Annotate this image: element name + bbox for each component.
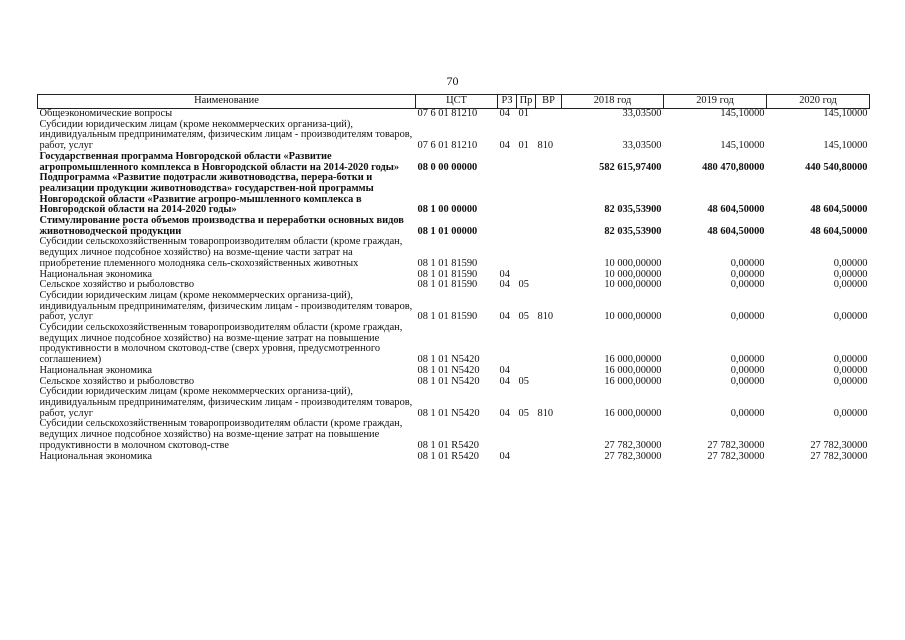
row-pr: 05 <box>518 279 529 291</box>
row-2020: 0,00000 <box>833 257 868 269</box>
row-cst: 08 1 01 R5420 <box>417 450 479 462</box>
table-row <box>38 452 870 463</box>
row-name: Субсидии сельскохозяйственным товаропроизводителям области (кроме граждан, ведущих личное подсобное хозяйство) на возме-щение затрат на повышение продуктивности в молочном скотовод-стве (сверх уровня, предусмотренного соглашением) <box>39 322 403 366</box>
table-header-row <box>38 95 870 109</box>
row-vr <box>536 152 562 173</box>
row-cst: 08 1 01 R5420 <box>417 439 479 451</box>
budget-table <box>37 94 870 462</box>
row-2019: 145,10000 <box>720 108 765 119</box>
header-cst: ЦСТ <box>416 95 498 109</box>
row-rz <box>498 152 517 173</box>
row-cst: 08 1 01 81590 <box>417 268 478 280</box>
row-cst: 08 1 01 81590 <box>417 279 478 291</box>
row-cst: 08 1 01 00000 <box>417 225 478 237</box>
row-vr: 810 <box>537 140 554 152</box>
row-pr <box>517 152 536 173</box>
table-row <box>38 152 870 173</box>
row-2019: 48 604,50000 <box>707 204 765 216</box>
row-2018: 33,03500 <box>622 108 662 119</box>
row-2019: 0,00000 <box>730 268 765 280</box>
row-pr: 05 <box>518 407 529 419</box>
row-2019: 27 782,30000 <box>707 450 765 462</box>
row-2020: 0,00000 <box>833 354 868 366</box>
header-2020: 2020 год <box>767 95 870 109</box>
row-pr <box>517 323 536 366</box>
row-2018: 16 000,00000 <box>604 354 662 366</box>
row-rz: 04 <box>499 375 510 387</box>
row-2019: 0,00000 <box>730 364 765 376</box>
row-name: Субсидии юридическим лицам (кроме некоммерческих организа-ций), индивидуальным предпринимателям, физическим лицам - производителям товаров, работ, услуг <box>39 386 413 419</box>
row-name: Национальная экономика <box>39 364 153 376</box>
row-rz: 04 <box>499 268 510 280</box>
row-2020: 145,10000 <box>823 108 868 119</box>
row-name: Национальная экономика <box>39 268 153 280</box>
row-name: Национальная экономика <box>39 450 153 462</box>
header-vr: ВР <box>536 95 562 109</box>
row-cst: 08 1 01 81590 <box>417 257 478 269</box>
row-2018: 10 000,00000 <box>604 268 662 280</box>
row-2018: 27 782,30000 <box>604 450 662 462</box>
row-2018: 16 000,00000 <box>604 407 662 419</box>
row-2020: 145,10000 <box>823 140 868 152</box>
row-2018: 33,03500 <box>622 140 662 152</box>
row-2018: 16 000,00000 <box>604 375 662 387</box>
row-pr: 01 <box>518 140 529 152</box>
row-rz <box>498 237 517 269</box>
row-2018: 82 035,53900 <box>604 204 662 216</box>
row-name: Субсидии сельскохозяйственным товаропроизводителям области (кроме граждан, ведущих личное подсобное хозяйство) на возме-щение затрат на повышение продуктивности в молочном скотовод-стве <box>39 418 403 451</box>
table-row <box>38 173 870 216</box>
row-vr <box>536 280 562 291</box>
row-2019: 0,00000 <box>730 311 765 323</box>
row-pr <box>517 452 536 463</box>
row-cst: 07 6 01 81210 <box>417 140 478 152</box>
row-2019: 0,00000 <box>730 257 765 269</box>
header-rz: РЗ <box>498 95 517 109</box>
row-pr <box>517 173 536 216</box>
row-name: Сельское хозяйство и рыболовство <box>39 375 195 387</box>
row-cst: 08 1 00 00000 <box>417 204 478 216</box>
row-rz <box>498 216 517 237</box>
row-pr: 01 <box>518 108 529 119</box>
row-name: Государственная программа Новгородской области «Развитие агропромышленного комплекса в Новгородской области на 2014-2020 годы» <box>39 150 400 173</box>
row-2020: 0,00000 <box>833 407 868 419</box>
row-2019: 145,10000 <box>720 140 765 152</box>
row-2018: 10 000,00000 <box>604 257 662 269</box>
table-row <box>38 366 870 377</box>
row-cst: 08 1 01 N5420 <box>417 375 480 387</box>
row-vr <box>536 173 562 216</box>
row-cst: 07 6 01 81210 <box>417 108 478 119</box>
row-rz: 04 <box>499 311 510 323</box>
table-row <box>38 419 870 451</box>
header-2019: 2019 год <box>664 95 767 109</box>
row-vr <box>536 270 562 281</box>
row-2020: 0,00000 <box>833 364 868 376</box>
row-2019: 0,00000 <box>730 375 765 387</box>
row-cst: 08 1 01 N5420 <box>417 354 480 366</box>
header-name: Наименование <box>38 95 416 109</box>
row-cst: 08 1 01 N5420 <box>417 407 480 419</box>
row-2018: 582 615,97400 <box>599 161 662 173</box>
header-pr: Пр <box>517 95 536 109</box>
row-2018: 10 000,00000 <box>604 311 662 323</box>
row-rz: 04 <box>499 279 510 291</box>
row-name: Субсидии юридическим лицам (кроме некоммерческих организа-ций), индивидуальным предпринимателям, физическим лицам - производителям товаров, работ, услуг <box>39 289 413 323</box>
row-2020: 440 540,80000 <box>805 161 868 173</box>
row-rz <box>498 323 517 366</box>
row-2020: 27 782,30000 <box>810 439 868 451</box>
row-2018: 82 035,53900 <box>604 225 662 237</box>
row-pr: 05 <box>518 375 529 387</box>
row-name: Общеэкономические вопросы <box>39 108 173 119</box>
row-2020: 0,00000 <box>833 279 868 291</box>
row-vr <box>536 366 562 377</box>
row-vr <box>536 216 562 237</box>
table-row <box>38 216 870 237</box>
row-cst: 08 0 00 00000 <box>417 161 478 173</box>
row-vr <box>536 237 562 269</box>
row-rz: 04 <box>499 108 510 119</box>
row-rz: 04 <box>499 140 510 152</box>
table-row <box>38 237 870 269</box>
row-2020: 0,00000 <box>833 311 868 323</box>
row-vr <box>536 109 562 120</box>
row-2020: 0,00000 <box>833 375 868 387</box>
row-vr <box>536 323 562 366</box>
table-row <box>38 291 870 323</box>
row-pr <box>517 216 536 237</box>
row-vr <box>536 452 562 463</box>
row-2019: 0,00000 <box>730 407 765 419</box>
row-2020: 0,00000 <box>833 268 868 280</box>
row-name: Сельское хозяйство и рыболовство <box>39 279 195 291</box>
row-cst: 08 1 01 N5420 <box>417 364 480 376</box>
row-2018: 27 782,30000 <box>604 439 662 451</box>
row-vr <box>536 377 562 388</box>
table-row <box>38 387 870 419</box>
row-2019: 480 470,80000 <box>702 161 765 173</box>
row-rz: 04 <box>499 450 510 462</box>
table-row <box>38 120 870 152</box>
row-2019: 48 604,50000 <box>707 225 765 237</box>
page-number: 70 <box>446 74 459 88</box>
row-2019: 27 782,30000 <box>707 439 765 451</box>
row-rz <box>498 419 517 451</box>
row-pr: 05 <box>518 311 529 323</box>
row-name: Подпрограмма «Развитие подотрасли животноводства, перера-ботки и реализации продукции животноводства» государствен-ной программы Новгородской области «Развитие агропро-мышленного комплекса в Новгородской области на 2014-2020 годы» <box>39 172 374 216</box>
table-row <box>38 323 870 366</box>
row-vr <box>536 419 562 451</box>
row-2019: 0,00000 <box>730 354 765 366</box>
row-rz: 04 <box>499 364 510 376</box>
row-vr: 810 <box>537 311 554 323</box>
row-cst: 08 1 01 81590 <box>417 311 478 323</box>
row-2018: 10 000,00000 <box>604 279 662 291</box>
row-2018: 16 000,00000 <box>604 364 662 376</box>
row-name: Субсидии сельскохозяйственным товаропроизводителям области (кроме граждан, ведущих личное подсобное хозяйство) на возме-щение части затрат на приобретение племенного молодняка сель-скохозяйственных животных <box>39 236 403 269</box>
header-2018: 2018 год <box>562 95 664 109</box>
row-2020: 48 604,50000 <box>810 225 868 237</box>
row-name: Субсидии юридическим лицам (кроме некоммерческих организа-ций), индивидуальным предпринимателям, физическим лицам - производителям товаров, работ, услуг <box>39 118 413 152</box>
row-2020: 48 604,50000 <box>810 204 868 216</box>
row-name: Стимулирование роста объемов производства и переработки основных видов животноводческой продукции <box>39 215 404 237</box>
row-2020: 27 782,30000 <box>810 450 868 462</box>
row-pr <box>517 366 536 377</box>
row-2019: 0,00000 <box>730 279 765 291</box>
row-rz: 04 <box>499 407 510 419</box>
row-pr <box>517 237 536 269</box>
row-vr: 810 <box>537 407 554 419</box>
row-pr <box>517 419 536 451</box>
row-rz <box>498 173 517 216</box>
